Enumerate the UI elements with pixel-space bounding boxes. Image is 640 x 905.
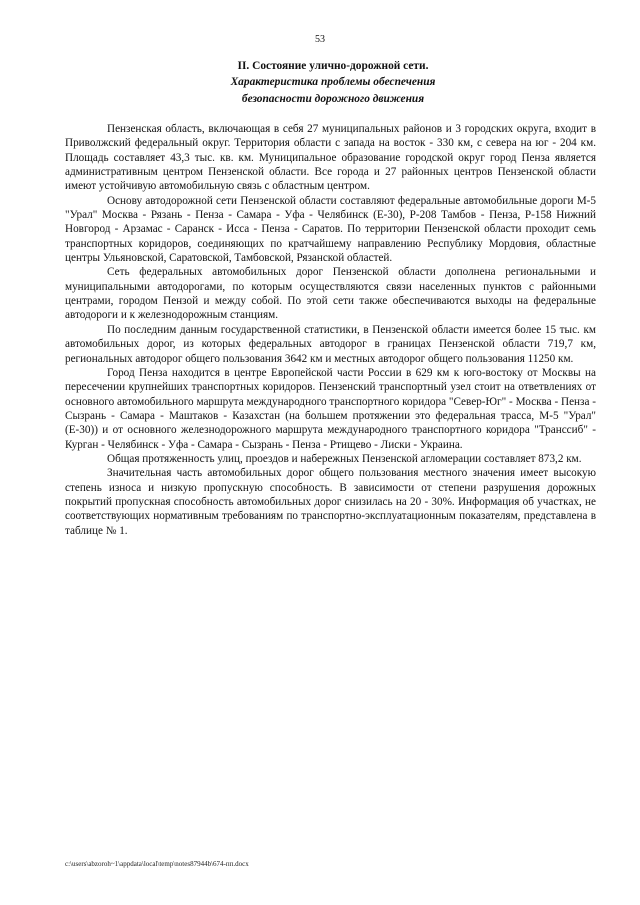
page-number: 53 xyxy=(315,34,325,45)
footer-file-path: c:\users\abzoroh~1\appdata\local\temp\notes87944b\674-пп.docx xyxy=(65,860,249,868)
heading-line-2: Характеристика проблемы обеспечения xyxy=(230,76,436,89)
paragraph-5: Город Пенза находится в центре Европейской части России в 629 км к юго-востоку от Москвы на пересечении крупнейших транспортных коридоров. Пензенский транспортный узел стоит на ответвлениях от основного автомобильного маршрута международного транспортного коридора "Север-Юг" - Москва - Пенза - Сызрань - Самара - Маштаков - Казахстан (на большем протяжении это федеральная трасса, М-5 "Урал" (Е-30)) и от основного железнодорожного маршрута международного транспортного коридора "Транссиб" - Курган - Челябинск - Уфа - Самара - Сызрань - Пенза - Ртищево - Лиски - Украина. xyxy=(65,366,596,451)
paragraph-4: По последним данным государственной статистики, в Пензенской области имеется более 15 тыс. км автомобильных дорог, из которых федеральных автодорог в границах Пензенской области 719,7 км, региональных автодорог общего пользования 3642 км и местных автодорог общего пользования 11250 км. xyxy=(65,323,596,365)
paragraph-6: Общая протяженность улиц, проездов и набережных Пензенской агломерации составляет 873,2 км. xyxy=(107,452,582,465)
paragraph-2: Основу автодорожной сети Пензенской области составляют федеральные автомобильные дороги М-5 "Урал" Москва - Рязань - Пенза - Самара - Уфа - Челябинск (Е-30), Р-208 Тамбов - Пенза, Р-158 Нижний Новгород - Арзамас - Саранск - Исса - Пенза - Саратов. По территории Пензенской области проходит семь транспортных коридоров, соединяющих по кратчайшему направлению Республику Мордовия, областные центры Ульяновской, Саратовской, Тамбовской, Рязанской областей. xyxy=(65,194,596,265)
paragraph-1: Пензенская область, включающая в себя 27 муниципальных районов и 3 городских округа, входит в Приволжский федеральный округ. Территория области с запада на восток - 330 км, с севера на юг - 204 км. Площадь составляет 43,3 тыс. кв. км. Муниципальное образование городской округ город Пенза является административным центром Пензенской области. Все города и 27 районных центров Пензенской области имеют устойчивую автомобильную связь с областным центром. xyxy=(65,123,596,193)
paragraph-7: Значительная часть автомобильных дорог общего пользования местного значения имеет высокую степень износа и низкую пропускную способность. В зависимости от степени разрушения дорожных покрытий пропускная способность автомобильных дорог снизилась на 20 - 30%. Информация об участках, не соответствующих нормативным требованиям по транспортно-эксплуатационным показателям, представлена в таблице № 1. xyxy=(65,467,596,537)
heading-line-1: II. Состояние улично-дорожной сети. xyxy=(237,60,429,72)
paragraph-3: Сеть федеральных автомобильных дорог Пензенской области дополнена региональными и муниципальными автодорогами, по которым осуществляются связи населенных пунктов с районными центрами, городом Пензой и между собой. По этой сети также обеспечиваются выходы на федеральные автодороги и к железнодорожным станциям. xyxy=(65,266,596,322)
section-heading xyxy=(100,58,566,107)
heading-line-3: безопасности дорожного движения xyxy=(241,92,425,105)
body-text xyxy=(65,122,596,538)
